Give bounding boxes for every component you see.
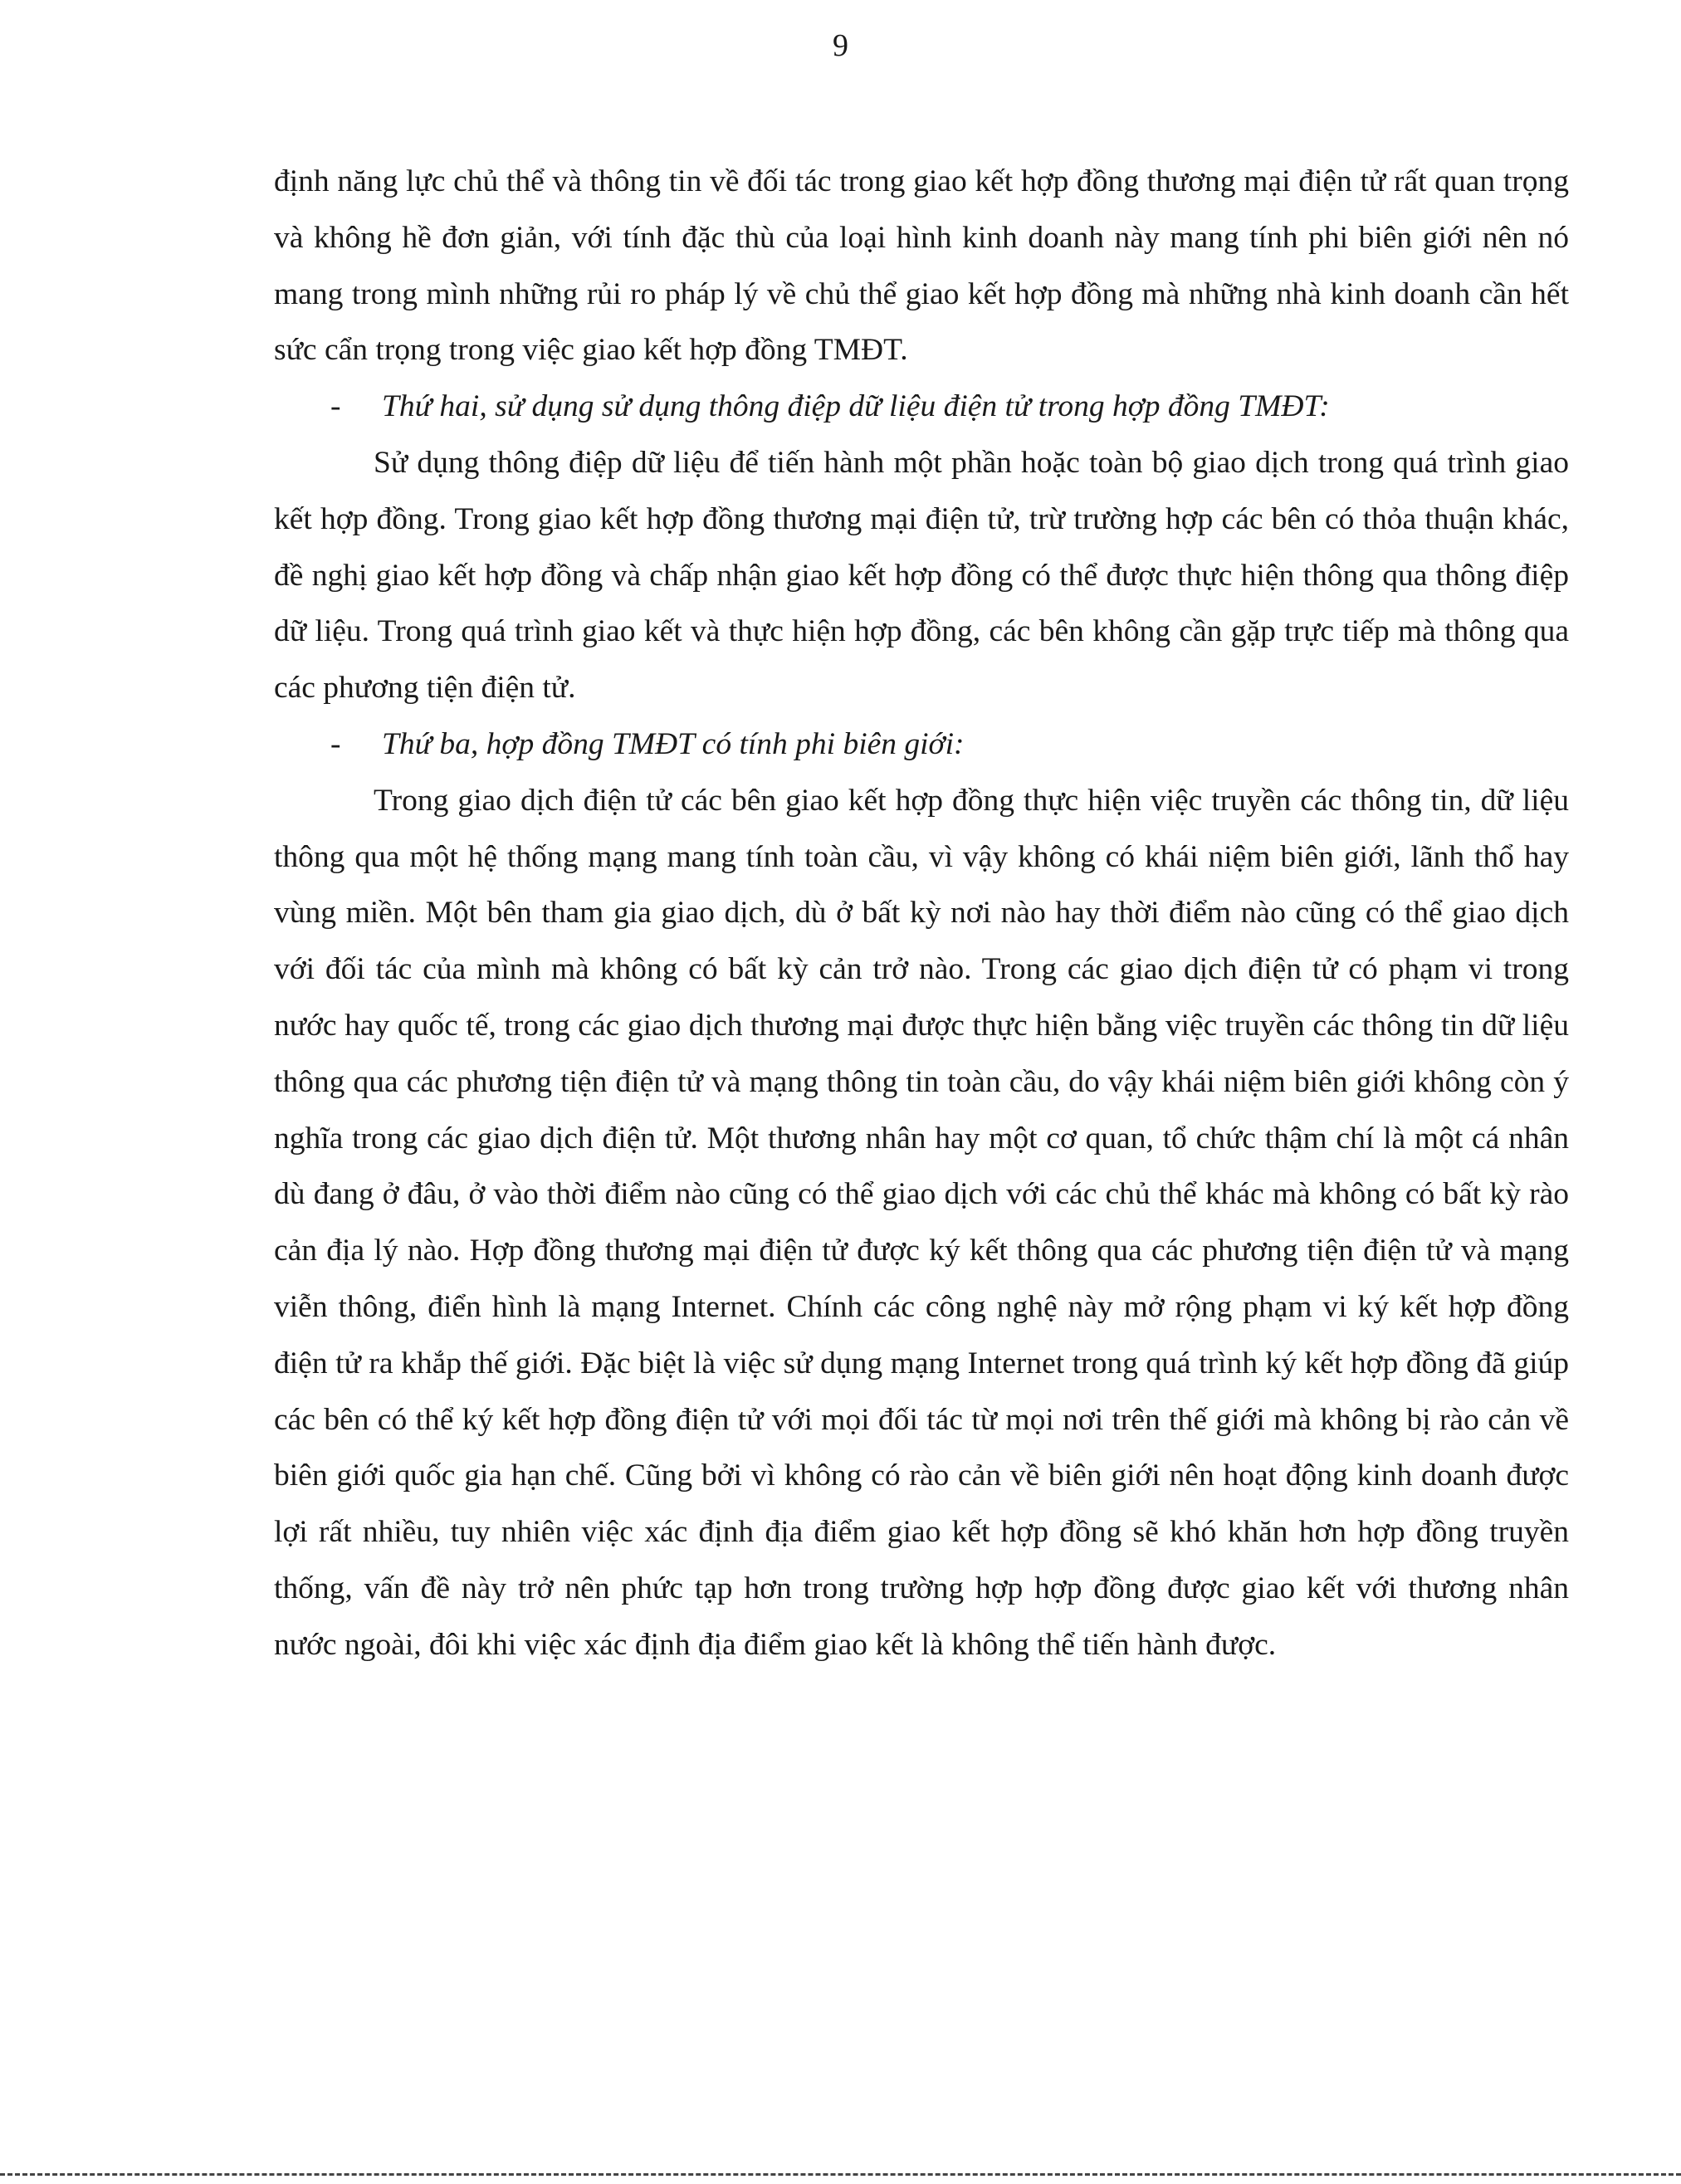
bullet-heading-third: Thứ ba, hợp đồng TMĐT có tính phi biên giới: <box>382 726 965 761</box>
bullet-dash: - <box>330 389 341 424</box>
bullet-heading-second: Thứ hai, sử dụng sử dụng thông điệp dữ liệu điện tử trong hợp đồng TMĐT: <box>382 389 1330 424</box>
paragraph-borderless: Trong giao dịch điện tử các bên giao kết hợp đồng thực hiện việc truyền các thông tin, dữ liệu thông qua một hệ thống mạng mang tính toàn cầu, vì vậy không có khái niệm biên giới, lãnh thổ hay vùng miền. Một bên tham gia giao dịch, dù ở bất kỳ nơi nào hay thời điểm nào cũng có thể giao dịch với đối tác của mình mà không có bất kỳ cản trở nào. Trong các giao dịch điện tử có phạm vi trong nước hay quốc tế, trong các giao dịch thương mại được thực hiện bằng việc truyền các thông tin dữ liệu thông qua các phương tiện điện tử và mạng thông tin toàn cầu, do vậy khái niệm biên giới không còn ý nghĩa trong các giao dịch điện tử. Một thương nhân hay một cơ quan, tổ chức thậm chí là một cá nhân dù đang ở đâu, ở vào thời điểm nào cũng có thể giao dịch với các chủ thể khác mà không có bất kỳ rào cản địa lý nào. Hợp đồng thương mại điện tử được ký kết thông qua các phương tiện điện tử và mạng viễn thông, điển hình là mạng Internet. Chính các công nghệ này mở rộng phạm vi ký kết hợp đồng điện tử ra khắp thế giới. Đặc biệt là việc sử dụng mạng Internet trong quá trình ký kết hợp đồng đã giúp các bên có thể ký kết hợp đồng điện tử với mọi đối tác từ mọi nơi trên thế giới mà không bị rào cản về biên giới quốc gia hạn chế. Cũng bởi vì không có rào cản về biên giới nên hoạt động kinh doanh được lợi rất nhiều, tuy nhiên việc xác định địa điểm giao kết hợp đồng sẽ khó khăn hơn hợp đồng truyền thống, vấn đề này trở nên phức tạp hơn trong trường hợp hợp đồng được giao kết với thương nhân nước ngoài, đôi khi việc xác định địa điểm giao kết là không thể tiến hành được. <box>274 783 1569 1662</box>
document-body <box>274 154 1569 1673</box>
bullet-item-third <box>274 716 1569 773</box>
page-bottom-rule <box>0 2173 1681 2176</box>
paragraph-continued: định năng lực chủ thể và thông tin về đối tác trong giao kết hợp đồng thương mại điện tử rất quan trọng và không hề đơn giản, với tính đặc thù của loại hình kinh doanh này mang tính phi biên giới nên nó mang trong mình những rủi ro pháp lý về chủ thể giao kết hợp đồng mà những nhà kinh doanh cần hết sức cẩn trọng trong việc giao kết hợp đồng TMĐT. <box>274 164 1569 368</box>
paragraph-data-messages: Sử dụng thông điệp dữ liệu để tiến hành một phần hoặc toàn bộ giao dịch trong quá trình giao kết hợp đồng. Trong giao kết hợp đồng thương mại điện tử, trừ trường hợp các bên có thỏa thuận khác, đề nghị giao kết hợp đồng và chấp nhận giao kết hợp đồng có thể được thực hiện thông qua thông điệp dữ liệu. Trong quá trình giao kết và thực hiện hợp đồng, các bên không cần gặp trực tiếp mà thông qua các phương tiện điện tử. <box>274 445 1569 706</box>
page-number: 9 <box>833 28 848 63</box>
bullet-dash: - <box>330 726 341 761</box>
bullet-item-second <box>274 379 1569 435</box>
